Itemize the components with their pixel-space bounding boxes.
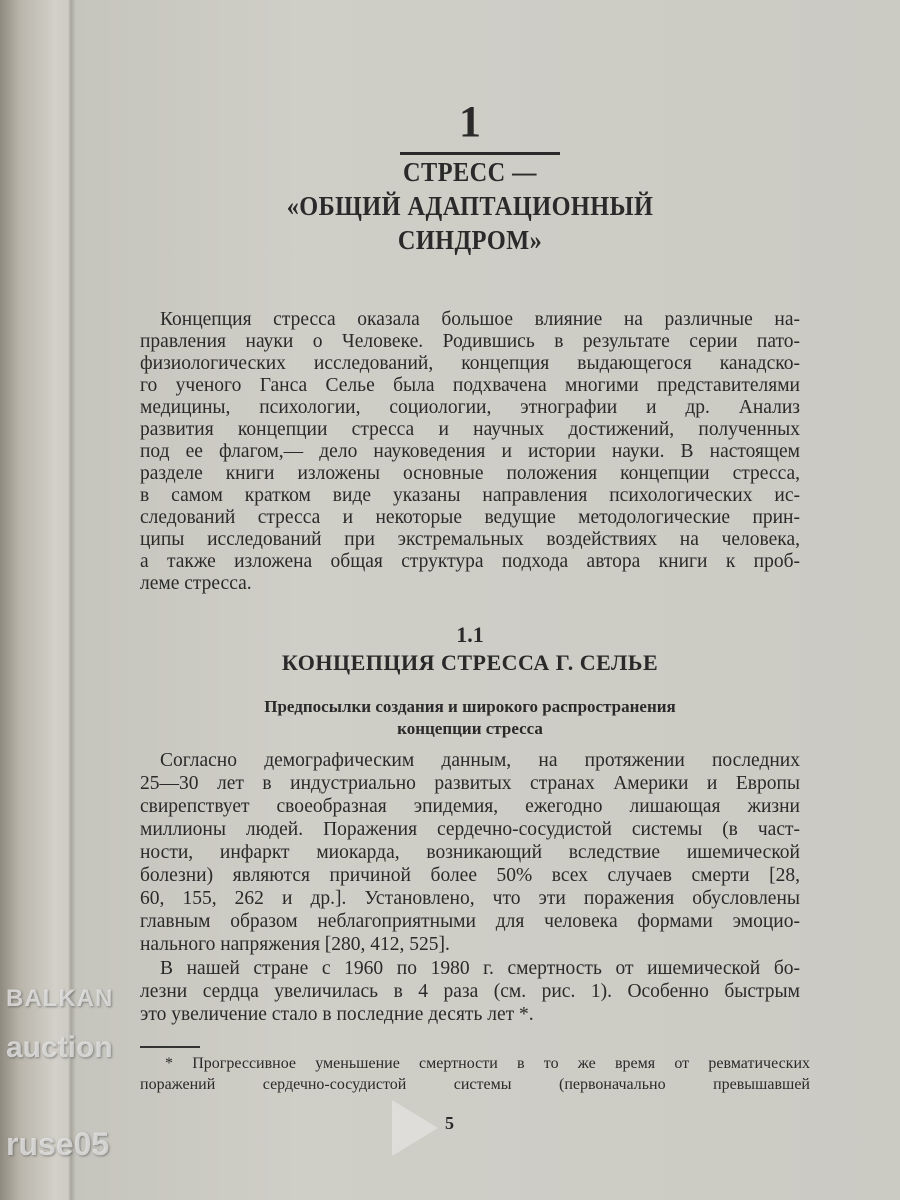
chapter-title-line-2: «ОБЩИЙ АДАПТАЦИОННЫЙ	[286, 191, 654, 221]
text-line: а также изложена общая структура подхода автора книги к проб-	[140, 551, 800, 572]
chapter-title-line-3: СИНДРОМ»	[397, 225, 543, 255]
text-line: болезни) являются причиной более 50% всех случаев смерти [28,	[140, 865, 800, 886]
text-line: физиологических исследований, концепция выдающегося канадско-	[140, 353, 800, 374]
watermark-line-3: ruse05	[6, 1126, 110, 1162]
section-title: КОНЦЕПЦИЯ СТРЕССА Г. СЕЛЬЕ	[281, 650, 659, 675]
footnote-line: * Прогрессивное уменьшение смертности в то же время от ревматических	[165, 1055, 810, 1072]
watermark-line-2: auction	[6, 1031, 113, 1064]
text-line: Согласно демографическим данным, на протяжении последних	[160, 750, 800, 771]
watermark-line-1: BALKAN	[6, 985, 114, 1012]
text-line: Концепция стресса оказала большое влияние на различные на-	[160, 309, 800, 330]
section-subtitle-line-1: Предпосылки создания и широкого распространения	[264, 697, 676, 716]
text-line: ципы исследований при экстремальных воздействиях на человека,	[140, 529, 800, 550]
text-line: лезни сердца увеличилась в 4 раза (см. рис. 1). Особенно быстрым	[140, 981, 800, 1002]
section-subtitle-line-2: концепции стресса	[397, 719, 543, 738]
chapter-number: 1	[459, 97, 481, 146]
text-line: это увеличение стало в последние десять лет *.	[140, 1004, 534, 1025]
footnote-line: поражений сердечно-сосудистой системы (первоначально превышавшей	[140, 1076, 810, 1093]
text-line: го ученого Ганса Селье была подхвачена многими представителями	[140, 375, 800, 396]
text-line: разделе книги изложены основные положения концепции стресса,	[140, 463, 800, 484]
text-line: главным образом неблагоприятными для человека формами эмоцио-	[140, 911, 800, 932]
text-line: 60, 155, 262 и др.]. Установлено, что эти поражения обусловлены	[140, 888, 800, 909]
text-line: В нашей стране с 1960 по 1980 г. смертность от ишемической бо-	[160, 958, 800, 979]
watermark-play-icon	[392, 1100, 438, 1156]
footnote-rule	[140, 1046, 200, 1048]
text-line: правления науки о Человеке. Родившись в результате серии пато-	[140, 331, 800, 352]
text-line: миллионы людей. Поражения сердечно-сосудистой системы (в част-	[140, 819, 800, 840]
text-line: в самом кратком виде указаны направления психологических ис-	[140, 485, 800, 506]
text-line: развития концепции стресса и научных достижений, полученных	[140, 419, 800, 440]
chapter-title-line-1: СТРЕСС —	[403, 157, 537, 187]
chapter-rule	[400, 152, 560, 155]
section-number: 1.1	[456, 622, 484, 647]
text-line: леме стресса.	[140, 573, 252, 594]
text-line: следований стресса и некоторые ведущие методологические прин-	[140, 507, 800, 528]
text-line: ности, инфаркт миокарда, возникающий вследствие ишемической	[140, 842, 800, 863]
text-line: 25—30 лет в индустриально развитых странах Америки и Европы	[140, 773, 800, 794]
text-line: нального напряжения [280, 412, 525].	[140, 934, 450, 955]
text-line: медицины, психологии, социологии, этнографии и др. Анализ	[140, 397, 800, 418]
text-line: свирепствует своеобразная эпидемия, ежегодно лишающая жизни	[140, 796, 800, 817]
text-line: под ее флагом,— дело науковедения и истории науки. В настоящем	[140, 441, 800, 462]
page-number: 5	[445, 1113, 454, 1133]
